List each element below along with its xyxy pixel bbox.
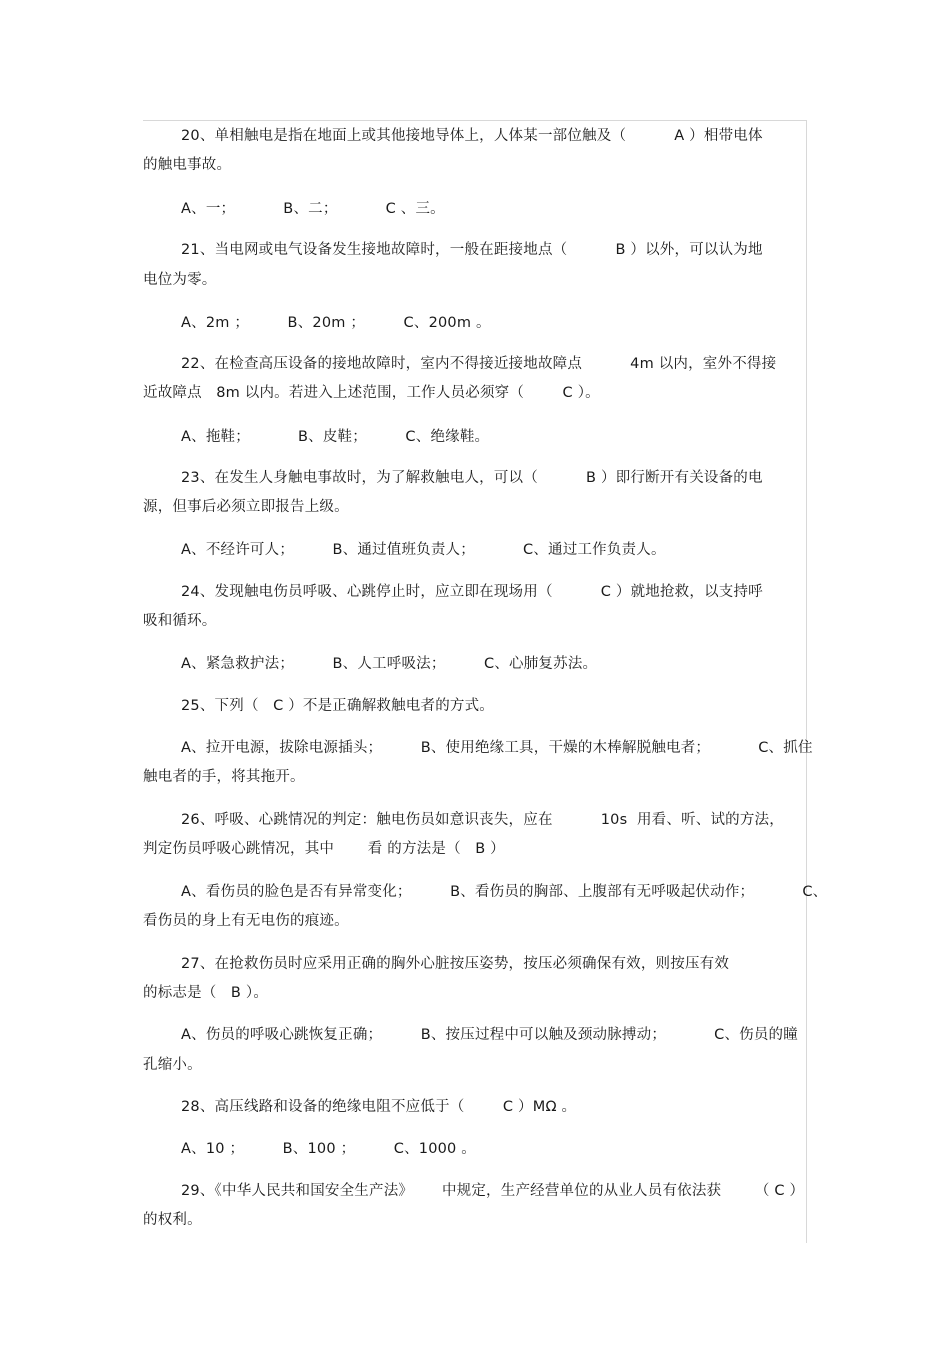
q27-stem-line1: 27、在抢救伤员时应采用正确的胸外心脏按压姿势，按压必须确保有效，则按压有效 (181, 956, 730, 972)
q24-stem-line2: 吸和循环。 (143, 613, 217, 629)
q28-stem: 28、高压线路和设备的绝缘电阻不应低于（ C ）MΩ 。 (181, 1099, 577, 1115)
q21-stem-line2: 电位为零。 (143, 272, 217, 288)
q25-stem: 25、下列（ C ）不是正确解救触电者的方式。 (181, 698, 495, 714)
q25-options-line2: 触电者的手，将其拖开。 (143, 769, 305, 785)
q29-stem-line1: 29、《中华人民共和国安全生产法》 中规定，生产经营单位的从业人员有依法获 （ C ） (181, 1183, 805, 1199)
q26-stem-line1: 26、呼吸、心跳情况的判定：触电伤员如意识丧失，应在 10s 用看、听、试的方法， (181, 812, 784, 828)
q21-options: A、2m ； B、20m ； C、200m 。 (181, 315, 491, 331)
q23-stem-line1: 23、在发生人身触电事故时，为了解救触电人，可以（ B ）即行断开有关设备的电 (181, 470, 763, 486)
q22-options: A、拖鞋； B、皮鞋； C、绝缘鞋。 (181, 429, 490, 445)
q24-options: A、紧急救护法； B、人工呼吸法； C、心肺复苏法。 (181, 656, 598, 672)
q26-options-line2: 看伤员的身上有无电伤的痕迹。 (143, 913, 349, 929)
q20-options: A、一； B、二； C 、三。 (181, 201, 445, 217)
page-frame (143, 120, 807, 1243)
q29-stem-line2: 的权利。 (143, 1212, 202, 1228)
q24-stem-line1: 24、发现触电伤员呼吸、心跳停止时，应立即在现场用（ C ）就地抢救，以支持呼 (181, 584, 763, 600)
q26-options-line1: A、看伤员的脸色是否有异常变化； B、看伤员的胸部、上腹部有无呼吸起伏动作； C、 (181, 884, 828, 900)
q22-stem-line1: 22、在检查高压设备的接地故障时，室内不得接近接地故障点 4m 以内，室外不得接 (181, 356, 777, 372)
q20-stem-line2: 的触电事故。 (143, 157, 232, 173)
q20-stem-line1: 20、单相触电是指在地面上或其他接地导体上，人体某一部位触及（ A ）相带电体 (181, 128, 763, 144)
q27-options-line1: A、伤员的呼吸心跳恢复正确； B、按压过程中可以触及颈动脉搏动； C、伤员的瞳 (181, 1027, 798, 1043)
q23-options: A、不经许可人； B、通过值班负责人； C、通过工作负责人。 (181, 542, 666, 558)
q21-stem-line1: 21、当电网或电气设备发生接地故障时，一般在距接地点（ B ）以外，可以认为地 (181, 242, 763, 258)
q28-options: A、10 ； B、100 ； C、1000 。 (181, 1141, 476, 1157)
q25-options-line1: A、拉开电源，拔除电源插头； B、使用绝缘工具，干燥的木棒解脱触电者； C、抓住 (181, 740, 813, 756)
q22-stem-line2: 近故障点 8m 以内。若进入上述范围，工作人员必须穿（ C ）。 (143, 385, 600, 401)
q27-options-line2: 孔缩小。 (143, 1057, 202, 1073)
q23-stem-line2: 源，但事后必须立即报告上级。 (143, 499, 349, 515)
q26-stem-line2: 判定伤员呼吸心跳情况，其中 看 的方法是（ B ） (143, 841, 505, 857)
q27-stem-line2: 的标志是（ B ）。 (143, 985, 269, 1001)
